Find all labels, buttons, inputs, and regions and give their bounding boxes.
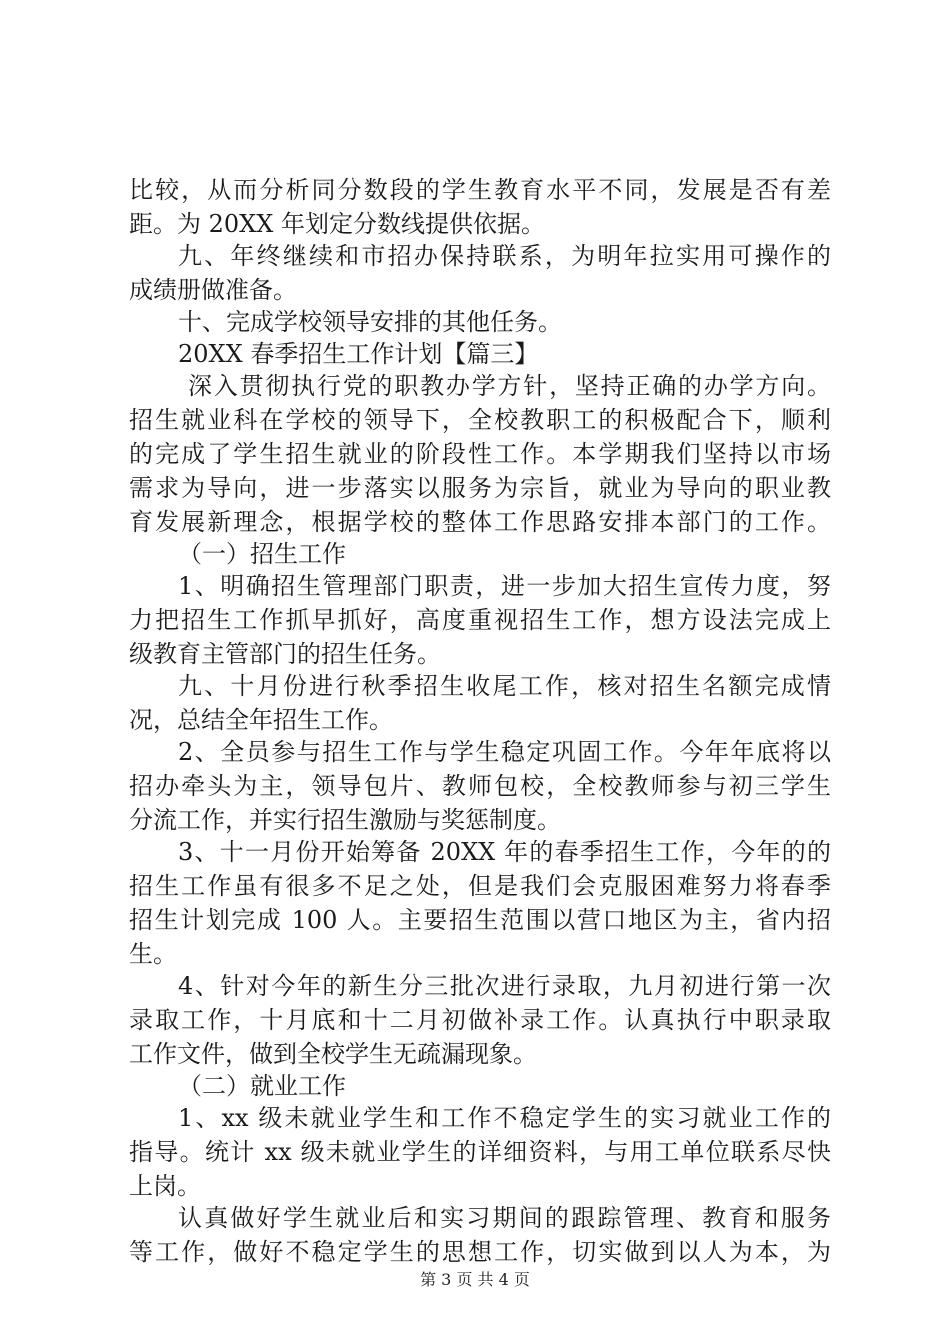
text-line: 录取工作，十月底和十二月初做补录工作。认真执行中职录取 (129, 1006, 831, 1034)
text-line: 上岗。 (129, 1172, 201, 1200)
text-line: 招生就业科在学校的领导下，全校教职工的积极配合下，顺利 (129, 406, 831, 434)
text-line: 工作文件，做到全校学生无疏漏现象。 (129, 1040, 537, 1068)
text-line: 十、完成学校领导安排的其他任务。 (178, 308, 562, 336)
text-line: 分流工作，并实行招生激励与奖惩制度。 (129, 806, 561, 834)
text-line: 的完成了学生招生就业的阶段性工作。本学期我们坚持以市场 (129, 440, 831, 468)
text-line: 等工作，做好不稳定学生的思想工作，切实做到以人为本，为 (129, 1238, 831, 1266)
text-line: 生。 (129, 940, 177, 968)
text-line: 深入贯彻执行党的职教办学方针，坚持正确的办学方向。 (188, 372, 831, 400)
text-line: 招生计划完成 100 人。主要招生范围以营口地区为主，省内招 (129, 906, 831, 934)
text-line: 招办牵头为主，领导包片、教师包校，全校教师参与初三学生 (129, 772, 831, 800)
text-line: 比较，从而分析同分数段的学生教育水平不同，发展是否有差 (129, 176, 831, 204)
text-line: 九、十月份进行秋季招生收尾工作，核对招生名额完成情 (178, 672, 831, 700)
text-line: 况，总结全年招生工作。 (129, 706, 393, 734)
text-line: 2、全员参与招生工作与学生稳定巩固工作。今年年底将以 (178, 738, 831, 766)
text-line: 3、十一月份开始筹备 20XX 年的春季招生工作，今年的的 (178, 838, 831, 866)
subsection-heading: （二）就业工作 (178, 1072, 346, 1100)
text-line: 招生工作虽有很多不足之处，但是我们会克服困难努力将春季 (129, 872, 831, 900)
section-heading: 20XX 春季招生工作计划【篇三】 (178, 340, 539, 368)
text-line: 认真做好学生就业后和实习期间的跟踪管理、教育和服务 (178, 1204, 831, 1232)
subsection-heading: （一）招生工作 (178, 540, 346, 568)
text-line: 级教育主管部门的招生任务。 (129, 640, 441, 668)
text-line: 九、年终继续和市招办保持联系，为明年拉实用可操作的 (178, 242, 831, 270)
text-line: 力把招生工作抓早抓好，高度重视招生工作，想方设法完成上 (129, 606, 831, 634)
text-line: 需求为导向，进一步落实以服务为宗旨，就业为导向的职业教 (129, 474, 831, 502)
text-line: 指导。统计 xx 级未就业学生的详细资料，与用工单位联系尽快 (129, 1138, 831, 1166)
text-line: 1、xx 级未就业学生和工作不稳定学生的实习就业工作的 (178, 1104, 831, 1132)
text-line: 距。为 20XX 年划定分数线提供依据。 (129, 210, 545, 238)
text-line: 成绩册做准备。 (129, 276, 297, 304)
page-number: 第 3 页 共 4 页 (420, 1270, 530, 1289)
text-line: 1、明确招生管理部门职责，进一步加大招生宣传力度，努 (178, 572, 831, 600)
text-line: 4、针对今年的新生分三批次进行录取，九月初进行第一次 (178, 972, 831, 1000)
text-line: 育发展新理念，根据学校的整体工作思路安排本部门的工作。 (129, 508, 831, 536)
